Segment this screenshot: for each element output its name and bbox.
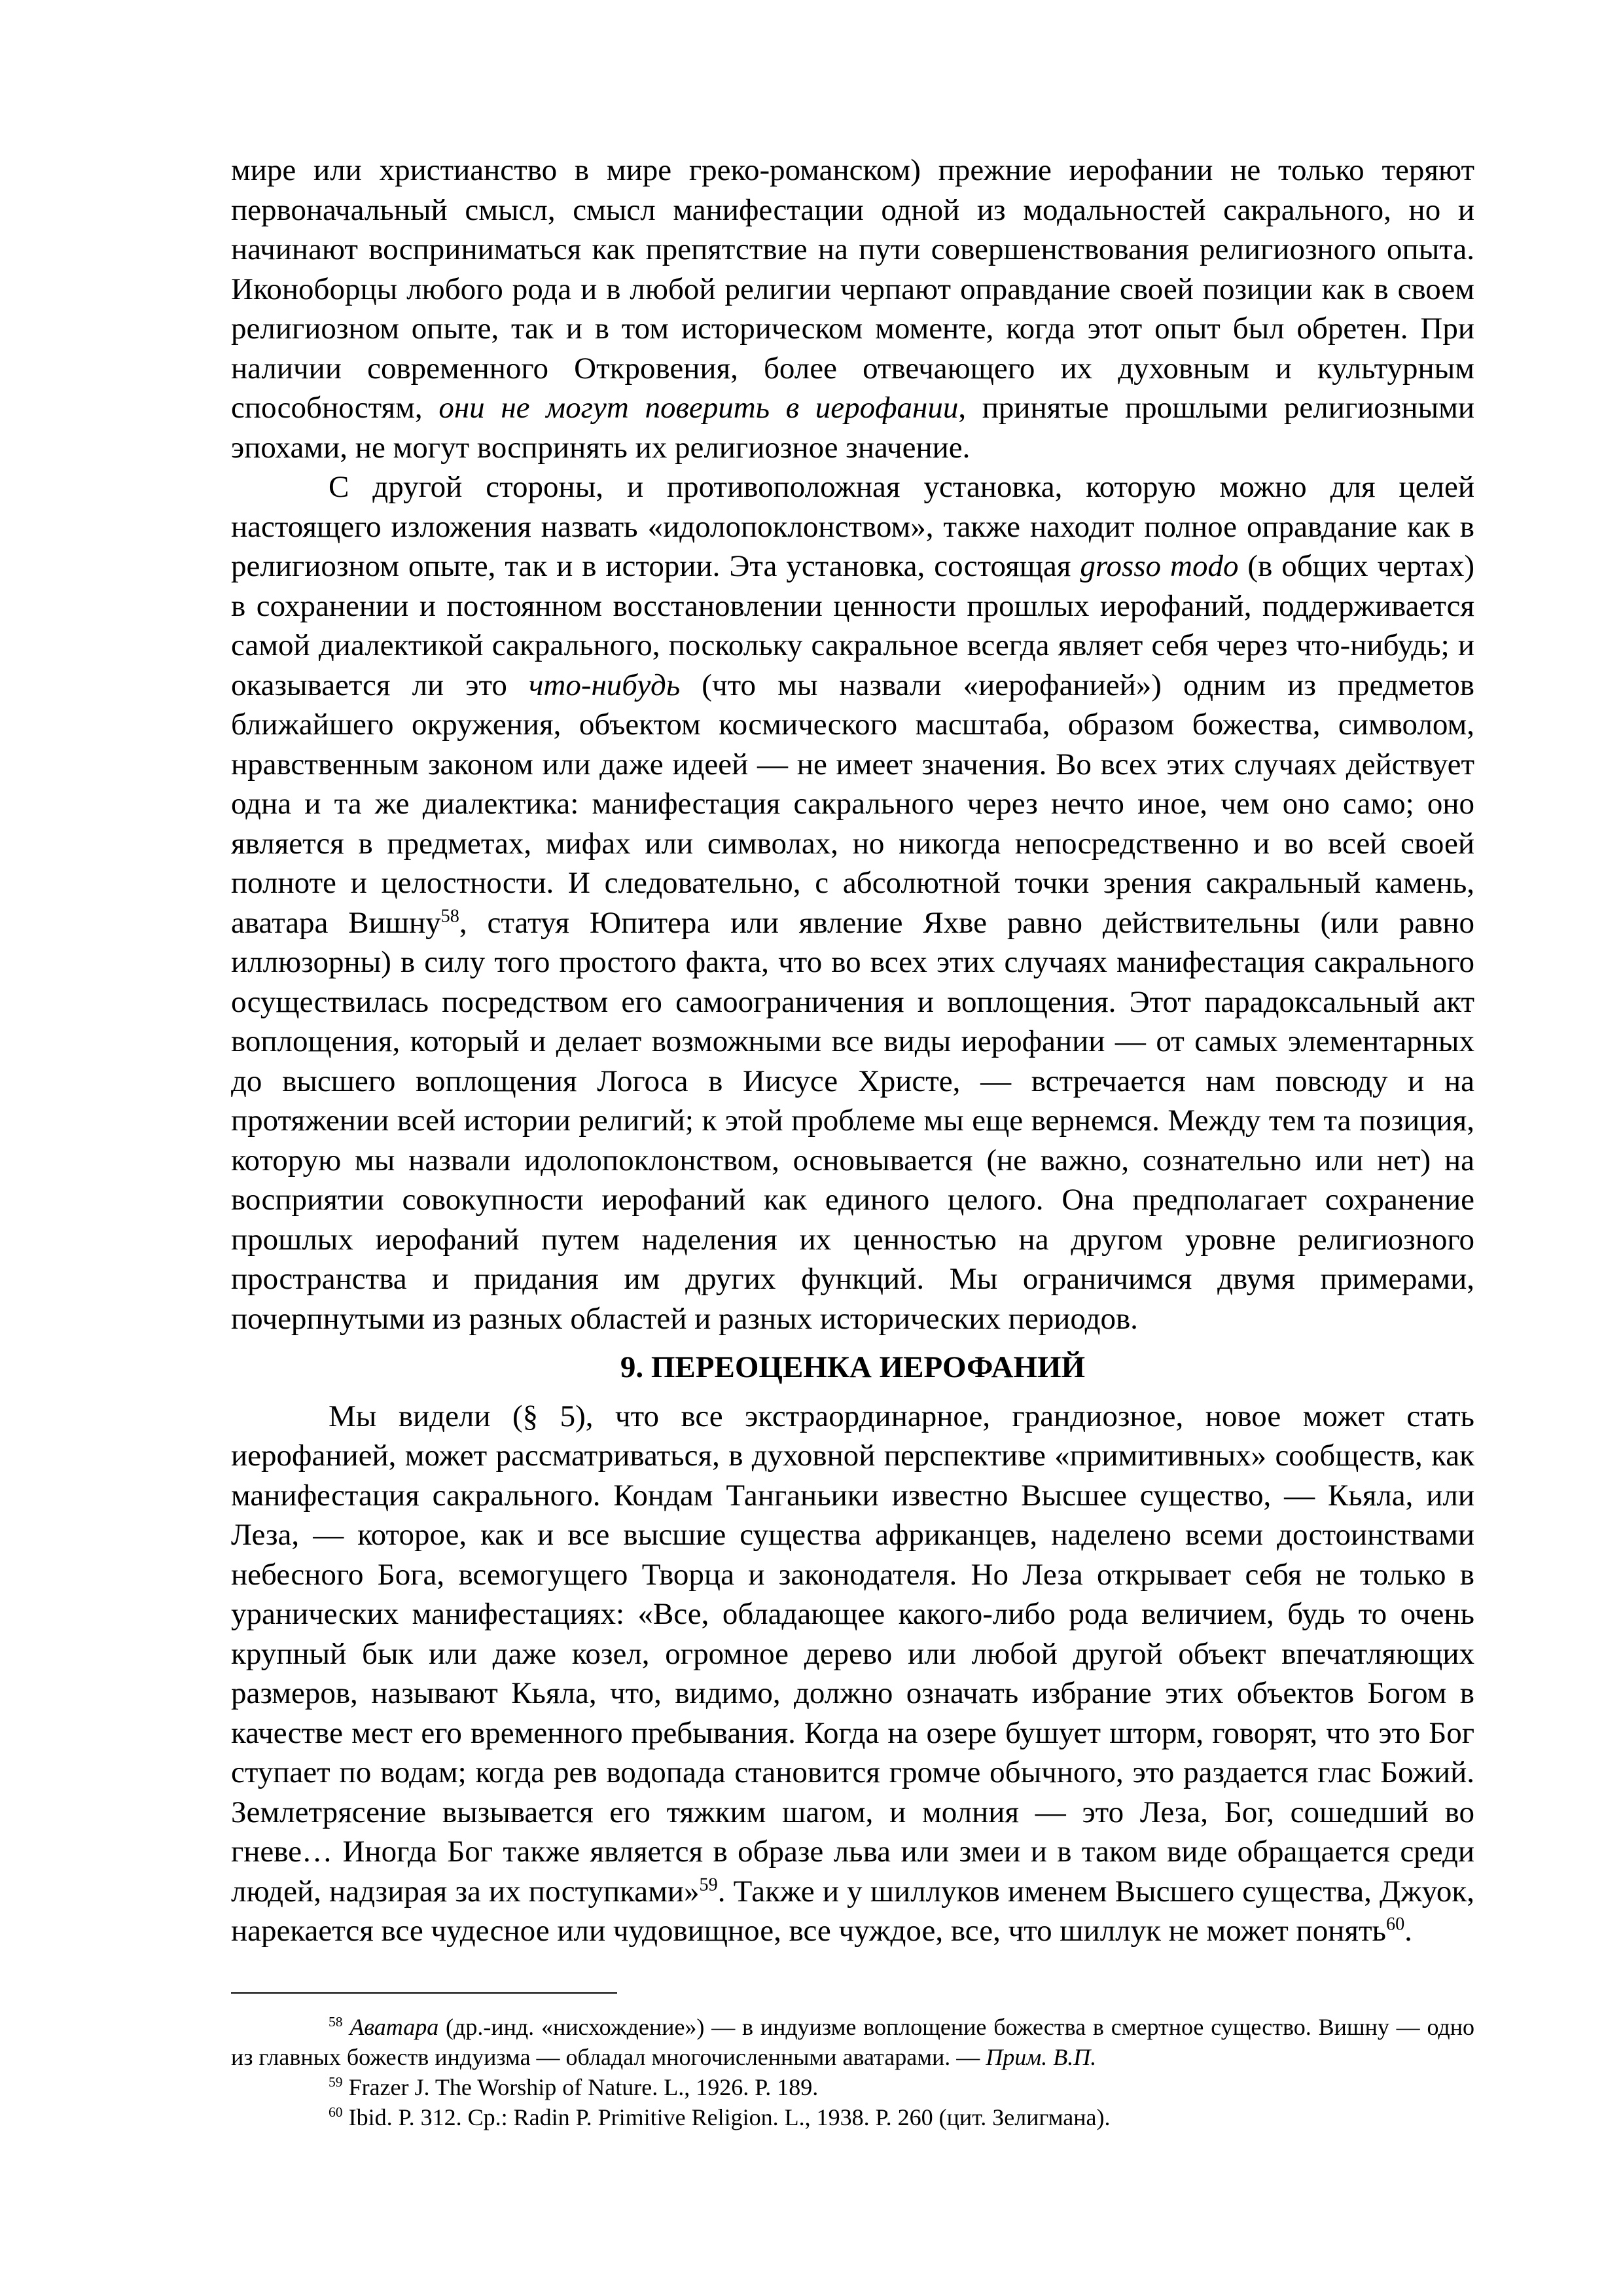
footnote-divider — [231, 1992, 617, 1994]
footnote-60: $^{60}$ Ibid. P. 312. Ср.: Radin P. Primitive Religion. L., 1938. P. 260 (цит. Зелигмана). — [329, 2104, 1111, 2130]
footnote-59: $^{59}$ Frazer J. The Worship of Nature. L., 1926. P. 189. — [329, 2073, 819, 2100]
paragraph-2: С другой стороны, и противоположная установка, которую можно для целей настоящего изложения назвать «идолопоклонством», также находит полное оправдание как в религиозном опыте, так и в истории. Эта установка, состоящая grosso modo (в общих чертах) в сохранении и постоянном восстановлении ценности прошлых иерофаний, поддерживается самой диалектикой сакрального, поскольку сакральное всегда являет себя через что-нибудь; и оказывается ли это что-нибудь (что мы назвали «иерофанией») одним из предметов ближайшего окружения, объектом космического масштаба, образом божества, символом, нравственным законом или даже идеей — не имеет значения. Во всех этих случаях действует одна и та же диалектика: манифестация сакрального через нечто иное, чем оно само; оно является в предметах, мифах или символах, но никогда непосредственно и во всей своей полноте и целостности. И следовательно, с абсолютной точки зрения сакральный камень, аватара Вишну$^{58}$, статуя Юпитера или явление Яхве равно действительны (или равно иллюзорны) в силу того простого факта, что во всех этих случаях манифестация сакрального осуществилась посредством его самоограничения и воплощения. Этот парадоксальный акт воплощения, который и делает возможными все виды иерофании — от самых элементарных до высшего воплощения Логоса в Иисусе Христе, — встречается нам повсюду и на протяжении всей истории религий; к этой проблеме мы еще вернемся. Между тем та позиция, которую мы назвали идолопоклонством, основывается (не важно, сознательно или нет) на восприятии совокупности иерофаний как единого целого. Она предполагает сохранение прошлых иерофаний путем наделения их ценностью на другом уровне религиозного пространства и придания им других функций. Мы ограничимся двумя примерами, почерпнутыми из разных областей и разных исторических периодов. — [231, 470, 1474, 1336]
footnotes — [231, 2012, 1474, 2132]
paragraph-3: Мы видели (§ 5), что все экстраординарное, грандиозное, новое может стать иерофанией, может рассматриваться, в духовной перспективе «примитивных» сообществ, как манифестация сакрального. Кондам Танганьики известно Высшее существо, — Кьяла, или Леза, — которое, как и все высшие существа африканцев, наделено всеми достоинствами небесного Бога, всемогущего Творца и законодателя. Но Леза открывает себя не только в уранических манифестациях: «Все, обладающее какого-либо рода величием, будь то очень крупный бык или даже козел, огромное дерево или любой другой объект впечатляющих размеров, называют Кьяла, что, видимо, должно означать избрание этих объектов Богом в качестве мест его временного пребывания. Когда на озере бушует шторм, говорят, что это Бог ступает по водам; когда рев водопада становится громче обычного, это раздается глас Божий. Землетрясение вызывается его тяжким шагом, и молния — это Леза, Бог, сошедший во гневе… Иногда Бог также является в образе льва или змеи и в таком виде обращается среди людей, надзирая за их поступками»$^{59}$. Также и у шиллуков именем Высшего существа, Джуок, нарекается все чудесное или чудовищное, все чуждое, все, что шиллук не может понять$^{60}$. — [231, 1399, 1474, 1948]
paragraph-1: мире или христианство в мире греко-романском) прежние иерофании не только теряют первоначальный смысл, смысл манифестации одной из модальностей сакрального, но и начинают восприниматься как препятствие на пути совершенствования религиозного опыта. Иконоборцы любого рода и в любой религии черпают оправдание своей позиции как в своем религиозном опыте, так и в том историческом моменте, когда этот опыт был обретен. При наличии современного Откровения, более отвечающего их духовным и культурным способностям, они не могут поверить в иерофании, принятые прошлыми религиозными эпохами, не могут воспринять их религиозное значение. — [231, 153, 1475, 465]
document-page — [231, 151, 1474, 2132]
footnote-ref-59: 59 — [699, 1874, 718, 1895]
section-heading: 9. ПЕРЕОЦЕНКА ИЕРОФАНИЙ — [620, 1350, 1086, 1384]
main-text — [231, 151, 1474, 1951]
footnote-ref-58: 58 — [440, 905, 459, 926]
footnote-58: $^{58}$ Аватара (др.-инд. «нисхождение») — в индуизме воплощение божества в смертное существо. Вишну — одно из главных божеств индуизма — обладал многочисленными аватарами. — Прим. В.П. — [231, 2013, 1474, 2070]
footnote-ref-60: 60 — [1385, 1914, 1405, 1935]
